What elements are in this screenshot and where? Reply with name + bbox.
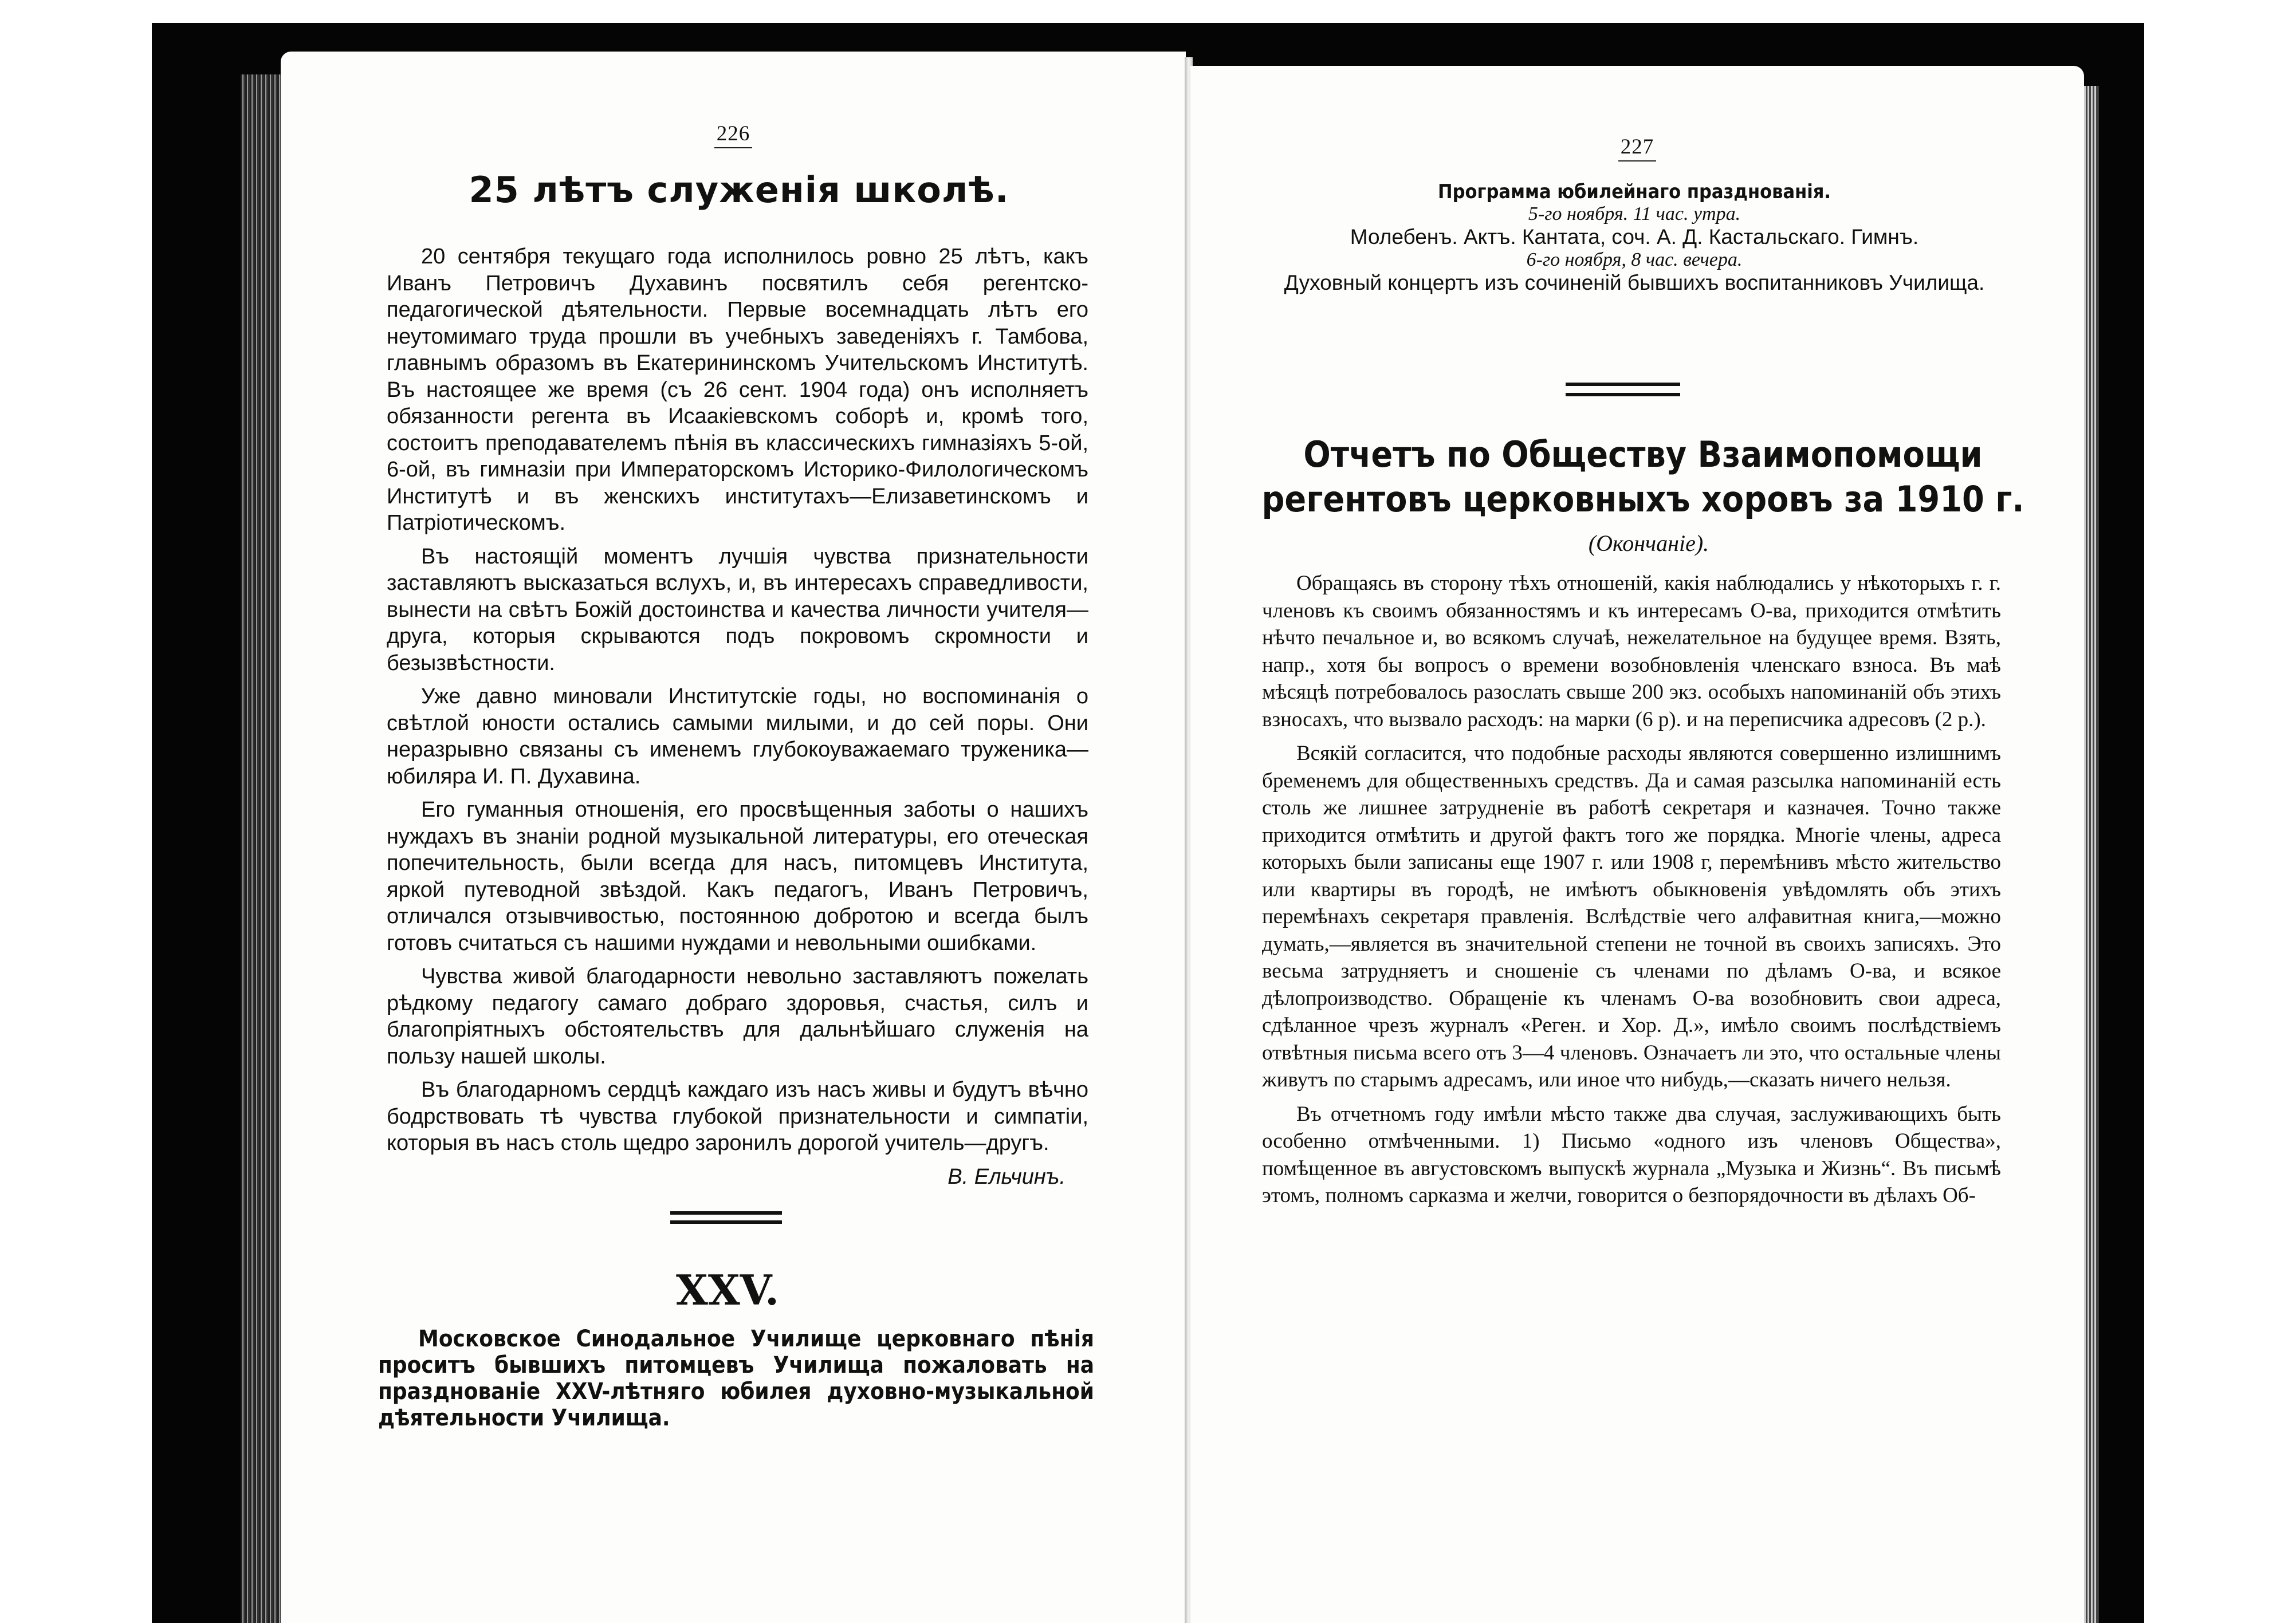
section-divider xyxy=(1566,383,1680,396)
paragraph: Въ настоящій моментъ лучшія чувства признательности заставляютъ высказаться вслухъ, и, въ интересахъ справедливости, вынести на свѣтъ Божій достоинства и качества личности учителя—друга, которыя скрываются подъ покровомъ скромности и безызвѣстности. xyxy=(387,544,1088,675)
program-block xyxy=(1253,180,2015,295)
program-day2-events: Духовный концертъ изъ сочиненій бывшихъ воспитанниковъ Училища. xyxy=(1284,271,1985,294)
paragraph: 20 сентября текущаго года исполнилось ровно 25 лѣтъ, какъ Иванъ Петровичъ Духавинъ посвятилъ себя регентско-педагогической дѣятельности. Первые восемнадцать лѣтъ его неутомимаго труда прошли въ учебныхъ заведеніяхъ г. Тамбова, главнымъ образомъ въ Екатерининскомъ Учительскомъ Институтѣ. Въ настоящее же время (съ 26 сент. 1904 года) онъ исполняетъ обязанности регента въ Исаакіевскомъ соборѣ и, кромѣ того, состоитъ преподавателемъ пѣнія въ классическихъ гимназіяхъ 5-ой, 6-ой, въ гимназіи при Императорскомъ Историко-Филологическомъ Институтѣ и въ женскихъ институтахъ—Елизаветинскомъ и Патріотическомъ. xyxy=(387,245,1088,535)
paragraph: Чувства живой благодарности невольно заставляютъ пожелать рѣдкому педагогу самаго добраго здоровья, счастья, силъ и благопріятныхъ обстоятельствъ для дальнѣйшаго служенія на пользу нашей школы. xyxy=(387,964,1088,1069)
report-body xyxy=(1262,570,2001,1216)
report-title-line: Отчетъ по Обществу Взаимопомощи xyxy=(1303,434,1983,475)
article-title: 25 лѣтъ служенія школѣ. xyxy=(469,169,1009,211)
book-fore-edge-left xyxy=(241,74,281,1623)
paragraph: Въ благодарномъ сердцѣ каждаго изъ насъ живы и будутъ вѣчно бодрствовать тѣ чувства глубокой признательности и симпатіи, которыя въ насъ столь щедро заронилъ дорогой учитель—другъ. xyxy=(387,1078,1088,1155)
program-day1: 5-го ноября. 11 час. утра. xyxy=(1528,203,1741,224)
page-number: 226 xyxy=(281,121,1186,148)
paragraph: Всякій согласится, что подобные расходы являются совершенно излишнимъ бременемъ для общественныхъ средствъ. Да и самая разсылка напоминаній есть столь же лишнее затрудненіе въ работѣ секретаря и казначея. Точно также приходится отмѣтить и другой фактъ того же порядка. Многіе члены, адреса которыхъ были записаны еще 1907 г. или 1908 г, перемѣнивъ мѣсто жительство или квартиры въ городѣ, не имѣютъ обыкновенія увѣдомлять объ этихъ перемѣнахъ секретаря правленія. Вслѣдствіе чего алфавитная книга,—можно думать,—является въ значительной степени не точной въ своихъ записяхъ. Это весьма затрудняетъ и сношеніе съ членами по дѣламъ О-ва, и всякое дѣлопроизводство. Обращеніе къ членамъ О-ва возобновить свои адреса, сдѣланное чрезъ журналъ «Реген. и Хор. Д.», имѣло своимъ послѣдствіемъ отвѣтныя письма всего отъ 3—4 членовъ. Означаетъ ли это, что остальные члены живутъ по старымъ адресамъ, или иное что нибудь,—сказать ничего нельзя. xyxy=(1262,742,2001,1092)
book-fore-edge-right xyxy=(2084,86,2098,1623)
paragraph: Въ отчетномъ году имѣли мѣсто также два случая, заслуживающихъ быть особенно отмѣченными. 1) Письмо «одного изъ членовъ Общества», помѣщенное въ августовскомъ выпускѣ журнала „Музыка и Жизнь“. Въ письмѣ этомъ, полномъ сарказма и желчи, говорится о безпорядочности въ дѣлахъ Об- xyxy=(1262,1102,2001,1207)
article-body xyxy=(387,243,1088,1190)
program-day2: 6-го ноября, 8 час. вечера. xyxy=(1526,249,1743,270)
announcement-text: Московское Синодальное Училище церковнаго пѣнія проситъ бывшихъ питомцевъ Училища пожаловать на празднованіе XXV-лѣтняго юбилея духовно-музыкальной дѣятельности Училища. xyxy=(378,1326,1094,1431)
report-subtitle: (Окончаніе). xyxy=(1588,530,1709,556)
left-page xyxy=(281,52,1186,1623)
report-title-line: регентовъ церковныхъ хоровъ за 1910 г. xyxy=(1261,478,2024,520)
paragraph: Обращаясь въ сторону тѣхъ отношеній, какія наблюдались у нѣкоторыхъ г. г. членовъ къ своимъ обязанностямъ и къ интересамъ О-ва, приходится отмѣтить нѣчто печальное и, во всякомъ случаѣ, нежелательное на будущее время. Взять, напр., хотя бы вопросъ о времени возобновленія членскаго взноса. Въ маѣ мѣсяцѣ потребовалось разослать свыше 200 экз. особыхъ напоминаній объ этихъ взносахъ, что вызвало расходъ: на марки (6 р). и на переписчика адресовъ (2 р.). xyxy=(1262,572,2001,731)
page-number: 227 xyxy=(1190,135,2084,161)
signature: В. Ельчинъ. xyxy=(948,1164,1066,1189)
report-title xyxy=(1242,432,2044,522)
paragraph: Уже давно миновали Институтскіе годы, но воспоминанія о свѣтлой юности остались самыми милыми, и до сей поры. Они неразрывно связаны съ именемъ глубокоуважаемаго труженика—юбиляра И. П. Духавина. xyxy=(387,684,1088,789)
paragraph: Его гуманныя отношенія, его просвѣщенныя заботы о нашихъ нуждахъ въ знаніи родной музыкальной литературы, его отеческая попечительность, были всегда для насъ, питомцевъ Института, яркой путеводной звѣздой. Какъ педагогъ, Иванъ Петровичъ, отличался отзывчивостью, постоянною добротою и всегда былъ готовъ считаться съ нашими нуждами и невольными ошибками. xyxy=(387,798,1088,955)
right-page xyxy=(1190,66,2084,1623)
section-numeral: XXV. xyxy=(675,1266,780,1314)
program-day1-events: Молебенъ. Актъ. Кантата, соч. А. Д. Кастальскаго. Гимнъ. xyxy=(1350,225,1919,249)
announcement xyxy=(378,1326,1094,1438)
section-divider xyxy=(670,1211,782,1224)
program-heading: Программа юбилейнаго празднованія. xyxy=(1437,180,1831,203)
